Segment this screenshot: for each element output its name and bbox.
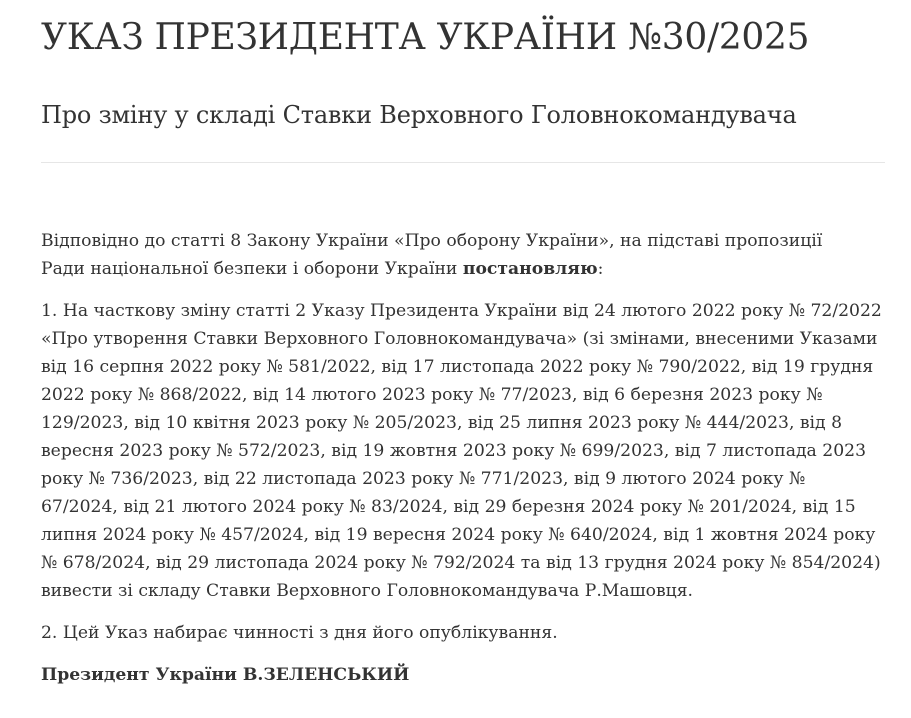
- signature: Президент України В.ЗЕЛЕНСЬКИЙ: [41, 665, 410, 685]
- preamble-paragraph: [41, 227, 841, 283]
- page-title: УКАЗ ПРЕЗИДЕНТА УКРАЇНИ №30/2025: [41, 17, 810, 58]
- preamble-tail: :: [597, 259, 604, 279]
- divider: [41, 162, 885, 163]
- preamble-text: Відповідно до статті 8 Закону України «Про оборону України», на підставі пропозиції Ради національної безпеки і оборони України: [41, 231, 823, 279]
- item-2-paragraph: 2. Цей Указ набирає чинності з дня його опублікування.: [41, 623, 558, 643]
- decree-body: [41, 227, 885, 703]
- page-subtitle: Про зміну у складі Ставки Верховного Головнокомандувача: [41, 101, 797, 129]
- item-1-paragraph: 1. На часткову зміну статті 2 Указу Президента України від 24 лютого 2022 року № 72/2022 «Про утворення Ставки Верховного Головнокомандувача» (зі змінами, внесеними Указами від 16 серпня 2022 року № 581/2022, від 17 листопада 2022 року № 790/2022, від 19 грудня 2022 року № 868/2022, від 14 лютого 2023 року № 77/2023, від 6 березня 2023 року № 129/2023, від 10 квітня 2023 року № 205/2023, від 25 липня 2023 року № 444/2023, від 8 вересня 2023 року № 572/2023, від 19 жовтня 2023 року № 699/2023, від 7 листопада 2023 року № 736/2023, від 22 листопада 2023 року № 771/2023, від 9 лютого 2024 року № 67/2024, від 21 лютого 2024 року № 83/2024, від 29 березня 2024 року № 201/2024, від 15 липня 2024 року № 457/2024, від 19 вересня 2024 року № 640/2024, від 1 жовтня 2024 року № 678/2024, від 29 листопада 2024 року № 792/2024 та від 13 грудня 2024 року № 854/2024) вивести зі складу Ставки Верховного Головнокомандувача Р.Машовця.: [41, 301, 882, 601]
- preamble-emphasis: постановляю: [462, 259, 598, 279]
